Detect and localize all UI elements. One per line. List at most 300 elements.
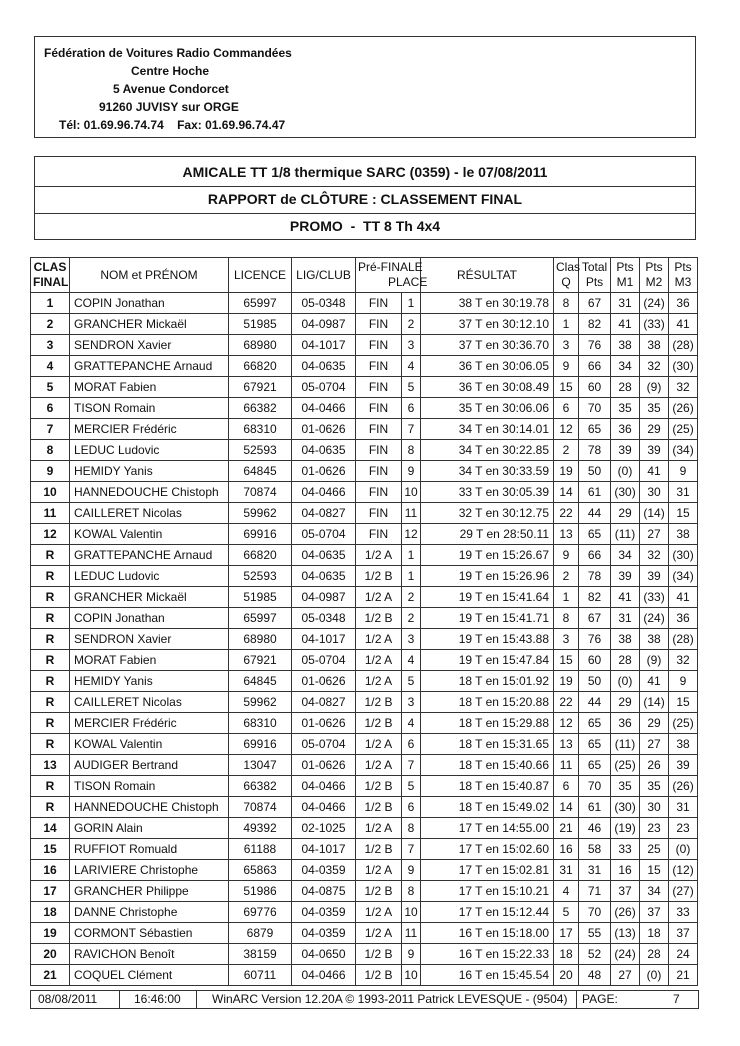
cell-licence: 59962	[229, 692, 292, 713]
cell-place: 5	[402, 377, 421, 398]
cell-prefinal: 1/2 B	[356, 776, 402, 797]
divider	[119, 991, 120, 1008]
org-center: Centre Hoche	[131, 64, 210, 78]
col-pts-m1: Pts M1	[611, 258, 640, 293]
results-table	[30, 257, 698, 986]
cell-result: 19 T en 15:26.67	[421, 545, 554, 566]
cell-total-pts: 61	[579, 482, 611, 503]
cell-prefinal: 1/2 A	[356, 629, 402, 650]
table-row	[31, 818, 698, 839]
table-row	[31, 650, 698, 671]
cell-pts-m3: 15	[669, 692, 698, 713]
cell-rank: 21	[31, 965, 70, 986]
cell-pts-m1: (13)	[611, 923, 640, 944]
cell-pts-m3: (30)	[669, 356, 698, 377]
cell-driver-name: CORMONT Sébastien	[70, 923, 229, 944]
footer-page-label: PAGE:	[582, 992, 618, 1006]
cell-pts-m2: (33)	[640, 587, 669, 608]
cell-qual-rank: 19	[554, 671, 579, 692]
footer-software: WinARC Version 12.20A © 1993-2011 Patrick LEVESQUE - (9504)	[212, 992, 568, 1006]
cell-result: 34 T en 30:22.85	[421, 440, 554, 461]
cell-result: 16 T en 15:45.54	[421, 965, 554, 986]
cell-licence: 51985	[229, 314, 292, 335]
cell-driver-name: GRANCHER Philippe	[70, 881, 229, 902]
cell-total-pts: 71	[579, 881, 611, 902]
org-name: Fédération de Voitures Radio Commandées	[44, 46, 292, 60]
cell-pts-m3: (34)	[669, 566, 698, 587]
cell-result: 18 T en 15:49.02	[421, 797, 554, 818]
cell-result: 37 T en 30:36.70	[421, 335, 554, 356]
cell-place: 2	[402, 314, 421, 335]
cell-result: 32 T en 30:12.75	[421, 503, 554, 524]
cell-driver-name: RAVICHON Benoît	[70, 944, 229, 965]
cell-pts-m1: 34	[611, 545, 640, 566]
cell-driver-name: GORIN Alain	[70, 818, 229, 839]
cell-prefinal: 1/2 B	[356, 608, 402, 629]
cell-pts-m3: (25)	[669, 419, 698, 440]
divider	[35, 213, 695, 214]
cell-rank: 19	[31, 923, 70, 944]
cell-licence: 68980	[229, 335, 292, 356]
cell-pts-m1: 29	[611, 503, 640, 524]
cell-rank: 4	[31, 356, 70, 377]
cell-licence: 70874	[229, 482, 292, 503]
cell-driver-name: HEMIDY Yanis	[70, 671, 229, 692]
cell-pts-m3: 36	[669, 293, 698, 314]
cell-qual-rank: 3	[554, 335, 579, 356]
cell-club: 04-0466	[292, 965, 356, 986]
cell-pts-m1: (0)	[611, 671, 640, 692]
cell-club: 04-0827	[292, 503, 356, 524]
cell-qual-rank: 12	[554, 419, 579, 440]
cell-pts-m2: 35	[640, 776, 669, 797]
report-title-box	[34, 156, 696, 240]
cell-total-pts: 44	[579, 503, 611, 524]
cell-pts-m1: (30)	[611, 482, 640, 503]
cell-pts-m1: (30)	[611, 797, 640, 818]
cell-rank: 2	[31, 314, 70, 335]
cell-qual-rank: 2	[554, 440, 579, 461]
footer-page-number: 7	[673, 992, 680, 1006]
cell-place: 5	[402, 671, 421, 692]
cell-place: 8	[402, 818, 421, 839]
cell-result: 35 T en 30:06.06	[421, 398, 554, 419]
cell-prefinal: FIN	[356, 482, 402, 503]
table-row	[31, 692, 698, 713]
cell-pts-m1: 31	[611, 293, 640, 314]
cell-total-pts: 65	[579, 419, 611, 440]
cell-total-pts: 67	[579, 608, 611, 629]
cell-driver-name: MERCIER Frédéric	[70, 713, 229, 734]
cell-club: 04-0466	[292, 398, 356, 419]
cell-club: 05-0704	[292, 650, 356, 671]
cell-club: 04-0359	[292, 902, 356, 923]
cell-total-pts: 52	[579, 944, 611, 965]
cell-pts-m2: 23	[640, 818, 669, 839]
cell-licence: 66382	[229, 398, 292, 419]
cell-pts-m2: 30	[640, 482, 669, 503]
cell-place: 6	[402, 734, 421, 755]
cell-pts-m3: (26)	[669, 776, 698, 797]
table-row	[31, 524, 698, 545]
table-row	[31, 776, 698, 797]
cell-result: 37 T en 30:12.10	[421, 314, 554, 335]
cell-total-pts: 65	[579, 755, 611, 776]
cell-rank: 1	[31, 293, 70, 314]
cell-club: 01-0626	[292, 671, 356, 692]
cell-licence: 64845	[229, 671, 292, 692]
cell-rank: R	[31, 776, 70, 797]
cell-result: 17 T en 14:55.00	[421, 818, 554, 839]
cell-club: 05-0704	[292, 377, 356, 398]
cell-qual-rank: 9	[554, 356, 579, 377]
cell-rank: R	[31, 650, 70, 671]
cell-place: 10	[402, 965, 421, 986]
cell-total-pts: 50	[579, 461, 611, 482]
col-licence: LICENCE	[229, 258, 292, 293]
cell-pts-m3: 24	[669, 944, 698, 965]
table-row	[31, 587, 698, 608]
cell-club: 04-1017	[292, 335, 356, 356]
divider	[196, 991, 197, 1008]
report-footer	[30, 990, 699, 1009]
cell-place: 3	[402, 692, 421, 713]
cell-driver-name: TISON Romain	[70, 776, 229, 797]
cell-place: 9	[402, 860, 421, 881]
cell-place: 7	[402, 419, 421, 440]
cell-place: 2	[402, 587, 421, 608]
cell-total-pts: 78	[579, 440, 611, 461]
cell-total-pts: 76	[579, 335, 611, 356]
cell-prefinal: FIN	[356, 440, 402, 461]
cell-qual-rank: 9	[554, 545, 579, 566]
footer-date: 08/08/2011	[38, 992, 98, 1006]
cell-pts-m3: 39	[669, 755, 698, 776]
cell-pts-m3: 41	[669, 587, 698, 608]
cell-pts-m2: (24)	[640, 608, 669, 629]
cell-pts-m3: (26)	[669, 398, 698, 419]
cell-pts-m3: 33	[669, 902, 698, 923]
cell-pts-m3: (28)	[669, 335, 698, 356]
cell-place: 9	[402, 944, 421, 965]
cell-club: 01-0626	[292, 419, 356, 440]
cell-result: 19 T en 15:41.71	[421, 608, 554, 629]
cell-qual-rank: 8	[554, 293, 579, 314]
cell-place: 1	[402, 566, 421, 587]
cell-rank: 15	[31, 839, 70, 860]
cell-prefinal: FIN	[356, 419, 402, 440]
cell-total-pts: 82	[579, 314, 611, 335]
cell-club: 04-1017	[292, 839, 356, 860]
cell-qual-rank: 15	[554, 650, 579, 671]
cell-qual-rank: 17	[554, 923, 579, 944]
cell-pts-m2: 25	[640, 839, 669, 860]
cell-result: 33 T en 30:05.39	[421, 482, 554, 503]
cell-result: 17 T en 15:02.81	[421, 860, 554, 881]
cell-driver-name: CAILLERET Nicolas	[70, 692, 229, 713]
cell-pts-m1: 35	[611, 398, 640, 419]
cell-driver-name: MORAT Fabien	[70, 377, 229, 398]
cell-total-pts: 44	[579, 692, 611, 713]
cell-pts-m2: (33)	[640, 314, 669, 335]
table-row	[31, 839, 698, 860]
cell-qual-rank: 1	[554, 587, 579, 608]
cell-qual-rank: 1	[554, 314, 579, 335]
cell-pts-m2: 30	[640, 797, 669, 818]
table-row	[31, 545, 698, 566]
cell-prefinal: FIN	[356, 461, 402, 482]
cell-total-pts: 67	[579, 293, 611, 314]
cell-pts-m1: 31	[611, 608, 640, 629]
cell-licence: 67921	[229, 377, 292, 398]
table-row	[31, 314, 698, 335]
table-row	[31, 398, 698, 419]
cell-driver-name: GRANCHER Mickaël	[70, 314, 229, 335]
cell-licence: 49392	[229, 818, 292, 839]
cell-pts-m2: 26	[640, 755, 669, 776]
cell-licence: 38159	[229, 944, 292, 965]
cell-rank: 13	[31, 755, 70, 776]
cell-prefinal: 1/2 A	[356, 818, 402, 839]
cell-pts-m1: 37	[611, 881, 640, 902]
cell-pts-m1: 28	[611, 650, 640, 671]
cell-pts-m2: 32	[640, 545, 669, 566]
cell-club: 04-0359	[292, 860, 356, 881]
cell-club: 04-0466	[292, 797, 356, 818]
cell-licence: 69916	[229, 734, 292, 755]
cell-driver-name: GRATTEPANCHE Arnaud	[70, 356, 229, 377]
cell-rank: R	[31, 629, 70, 650]
cell-pts-m2: 39	[640, 566, 669, 587]
cell-prefinal: 1/2 A	[356, 650, 402, 671]
cell-result: 19 T en 15:47.84	[421, 650, 554, 671]
col-prefinale-place: Pré-FINALE PLACE	[356, 258, 421, 293]
cell-place: 10	[402, 482, 421, 503]
cell-pts-m3: (25)	[669, 713, 698, 734]
cell-total-pts: 61	[579, 797, 611, 818]
cell-driver-name: HANNEDOUCHE Chistoph	[70, 482, 229, 503]
cell-prefinal: 1/2 A	[356, 902, 402, 923]
cell-result: 17 T en 15:12.44	[421, 902, 554, 923]
cell-prefinal: FIN	[356, 293, 402, 314]
cell-club: 04-0359	[292, 923, 356, 944]
cell-result: 34 T en 30:14.01	[421, 419, 554, 440]
cell-total-pts: 55	[579, 923, 611, 944]
cell-rank: 7	[31, 419, 70, 440]
cell-driver-name: LEDUC Ludovic	[70, 440, 229, 461]
cell-driver-name: HANNEDOUCHE Chistoph	[70, 797, 229, 818]
cell-result: 36 T en 30:06.05	[421, 356, 554, 377]
table-header-row	[31, 258, 698, 293]
cell-result: 19 T en 15:43.88	[421, 629, 554, 650]
cell-licence: 68310	[229, 713, 292, 734]
cell-pts-m2: (0)	[640, 965, 669, 986]
cell-rank: 9	[31, 461, 70, 482]
col-result: RÉSULTAT	[421, 258, 554, 293]
cell-club: 05-0348	[292, 293, 356, 314]
cell-rank: 14	[31, 818, 70, 839]
cell-qual-rank: 11	[554, 755, 579, 776]
cell-pts-m1: 39	[611, 440, 640, 461]
table-row	[31, 671, 698, 692]
cell-rank: 12	[31, 524, 70, 545]
col-total-pts: Total Pts	[579, 258, 611, 293]
cell-rank: R	[31, 692, 70, 713]
category-title: PROMO - TT 8 Th 4x4	[289, 218, 441, 234]
footer-time: 16:46:00	[134, 992, 181, 1006]
cell-rank: R	[31, 797, 70, 818]
col-pts-m3: Pts M3	[669, 258, 698, 293]
cell-driver-name: LARIVIERE Christophe	[70, 860, 229, 881]
table-row	[31, 881, 698, 902]
cell-pts-m2: (14)	[640, 503, 669, 524]
cell-pts-m1: (26)	[611, 902, 640, 923]
cell-rank: R	[31, 566, 70, 587]
cell-total-pts: 66	[579, 356, 611, 377]
cell-result: 18 T en 15:20.88	[421, 692, 554, 713]
cell-licence: 70874	[229, 797, 292, 818]
cell-club: 04-0987	[292, 587, 356, 608]
table-row	[31, 419, 698, 440]
cell-total-pts: 78	[579, 566, 611, 587]
cell-place: 10	[402, 902, 421, 923]
divider	[35, 186, 695, 187]
cell-licence: 67921	[229, 650, 292, 671]
cell-pts-m3: (28)	[669, 629, 698, 650]
cell-rank: 8	[31, 440, 70, 461]
cell-result: 19 T en 15:26.96	[421, 566, 554, 587]
table-row	[31, 734, 698, 755]
cell-pts-m2: 28	[640, 944, 669, 965]
cell-licence: 65863	[229, 860, 292, 881]
cell-place: 7	[402, 839, 421, 860]
cell-licence: 65997	[229, 293, 292, 314]
cell-place: 12	[402, 524, 421, 545]
cell-qual-rank: 14	[554, 797, 579, 818]
cell-pts-m2: 34	[640, 881, 669, 902]
cell-total-pts: 50	[579, 671, 611, 692]
cell-qual-rank: 13	[554, 734, 579, 755]
cell-result: 29 T en 28:50.11	[421, 524, 554, 545]
cell-pts-m1: 41	[611, 587, 640, 608]
cell-pts-m1: 36	[611, 419, 640, 440]
cell-pts-m1: 16	[611, 860, 640, 881]
cell-club: 04-0466	[292, 482, 356, 503]
cell-pts-m3: (0)	[669, 839, 698, 860]
cell-qual-rank: 31	[554, 860, 579, 881]
cell-club: 04-1017	[292, 629, 356, 650]
cell-total-pts: 70	[579, 398, 611, 419]
cell-pts-m3: 37	[669, 923, 698, 944]
table-row	[31, 377, 698, 398]
cell-total-pts: 65	[579, 524, 611, 545]
cell-prefinal: 1/2 B	[356, 566, 402, 587]
org-contact: Tél: 01.69.96.74.74 Fax: 01.69.96.74.47	[59, 118, 286, 132]
cell-total-pts: 82	[579, 587, 611, 608]
cell-licence: 51985	[229, 587, 292, 608]
cell-prefinal: 1/2 A	[356, 587, 402, 608]
cell-licence: 59962	[229, 503, 292, 524]
cell-pts-m3: 21	[669, 965, 698, 986]
cell-pts-m3: 32	[669, 377, 698, 398]
cell-pts-m3: 31	[669, 797, 698, 818]
cell-driver-name: DANNE Christophe	[70, 902, 229, 923]
cell-total-pts: 65	[579, 713, 611, 734]
cell-club: 04-0635	[292, 356, 356, 377]
cell-prefinal: 1/2 A	[356, 671, 402, 692]
cell-licence: 68310	[229, 419, 292, 440]
cell-place: 9	[402, 461, 421, 482]
cell-prefinal: FIN	[356, 356, 402, 377]
cell-rank: R	[31, 608, 70, 629]
cell-qual-rank: 13	[554, 524, 579, 545]
table-row	[31, 440, 698, 461]
cell-total-pts: 46	[579, 818, 611, 839]
cell-club: 01-0626	[292, 713, 356, 734]
cell-pts-m1: 35	[611, 776, 640, 797]
cell-club: 02-1025	[292, 818, 356, 839]
cell-pts-m2: (14)	[640, 692, 669, 713]
cell-pts-m3: 15	[669, 503, 698, 524]
cell-pts-m1: 34	[611, 356, 640, 377]
cell-result: 17 T en 15:02.60	[421, 839, 554, 860]
cell-rank: 20	[31, 944, 70, 965]
cell-place: 7	[402, 755, 421, 776]
cell-club: 04-0635	[292, 545, 356, 566]
cell-pts-m1: (11)	[611, 524, 640, 545]
cell-pts-m3: (27)	[669, 881, 698, 902]
cell-qual-rank: 4	[554, 881, 579, 902]
cell-driver-name: CAILLERET Nicolas	[70, 503, 229, 524]
cell-prefinal: 1/2 A	[356, 545, 402, 566]
cell-pts-m2: (24)	[640, 293, 669, 314]
cell-prefinal: 1/2 A	[356, 755, 402, 776]
cell-rank: 10	[31, 482, 70, 503]
cell-licence: 69776	[229, 902, 292, 923]
cell-place: 11	[402, 503, 421, 524]
cell-prefinal: 1/2 B	[356, 944, 402, 965]
cell-pts-m3: 23	[669, 818, 698, 839]
cell-driver-name: MERCIER Frédéric	[70, 419, 229, 440]
cell-result: 18 T en 15:01.92	[421, 671, 554, 692]
cell-pts-m3: 9	[669, 671, 698, 692]
cell-driver-name: GRATTEPANCHE Arnaud	[70, 545, 229, 566]
cell-licence: 66820	[229, 545, 292, 566]
cell-club: 04-0635	[292, 440, 356, 461]
cell-pts-m2: 37	[640, 902, 669, 923]
table-row	[31, 965, 698, 986]
cell-qual-rank: 21	[554, 818, 579, 839]
cell-result: 34 T en 30:33.59	[421, 461, 554, 482]
cell-result: 36 T en 30:08.49	[421, 377, 554, 398]
cell-place: 5	[402, 776, 421, 797]
cell-qual-rank: 15	[554, 377, 579, 398]
cell-place: 3	[402, 629, 421, 650]
cell-place: 4	[402, 356, 421, 377]
cell-pts-m1: 41	[611, 314, 640, 335]
table-row	[31, 356, 698, 377]
table-row	[31, 335, 698, 356]
cell-pts-m2: 27	[640, 524, 669, 545]
cell-driver-name: AUDIGER Bertrand	[70, 755, 229, 776]
cell-club: 05-0704	[292, 734, 356, 755]
col-club: LIG/CLUB	[292, 258, 356, 293]
cell-result: 18 T en 15:31.65	[421, 734, 554, 755]
cell-driver-name: KOWAL Valentin	[70, 524, 229, 545]
cell-pts-m3: 38	[669, 524, 698, 545]
cell-total-pts: 60	[579, 650, 611, 671]
cell-pts-m2: 39	[640, 440, 669, 461]
